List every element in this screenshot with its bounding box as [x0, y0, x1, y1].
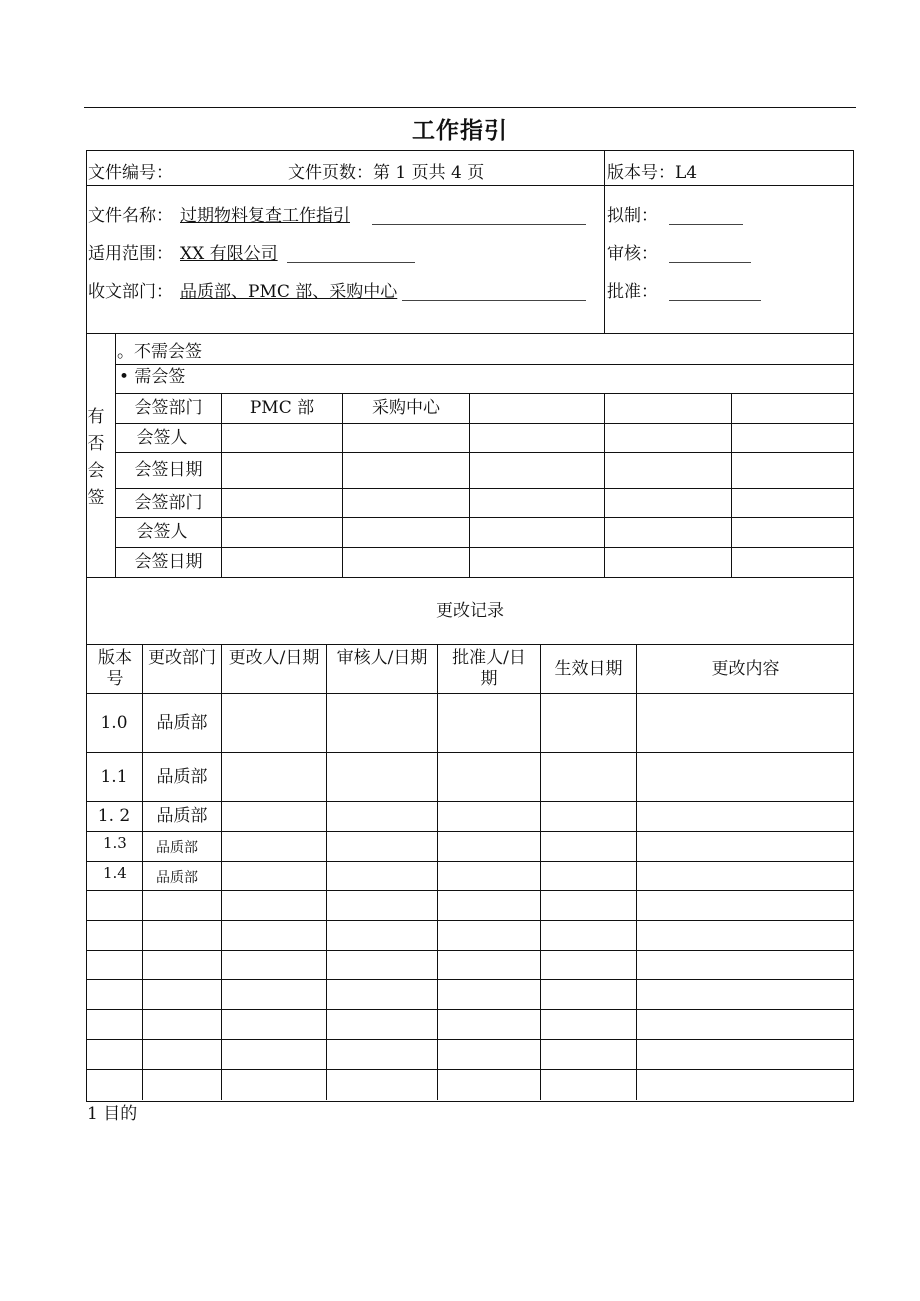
- scope-label: 适用范围：: [88, 244, 173, 264]
- cs-row-label: 会签人: [136, 522, 188, 542]
- cr-dept: 品质部: [156, 870, 198, 886]
- top-rule: [84, 107, 856, 108]
- cr-header: 更改部门: [148, 647, 216, 668]
- header-bottom: [86, 333, 854, 334]
- page-count: 文件页数：第 1 页共 4 页: [288, 163, 485, 183]
- cs-row-label: 会签日期: [134, 552, 203, 572]
- page-title: 工作指引: [412, 118, 508, 144]
- cr-row-line: [86, 861, 854, 862]
- dept-line: [402, 300, 586, 301]
- cr-header: 更改人/日期: [228, 647, 320, 668]
- cr-row-line: [86, 1039, 854, 1040]
- scope-value: XX 有限公司: [180, 244, 278, 264]
- cr-header: 审核人/日期: [336, 647, 428, 668]
- cs-cell: PMC 部: [249, 398, 315, 418]
- cr-version: 1. 2: [97, 806, 131, 826]
- cr-version: 1.4: [103, 864, 127, 882]
- option-need-countersign[interactable]: • 需会签: [119, 367, 186, 387]
- cs-side-label: [86, 404, 106, 512]
- cr-version: 1.1: [100, 766, 128, 787]
- cr-row-line: [86, 831, 854, 832]
- dept-label: 收文部门：: [88, 282, 173, 302]
- cs-vcol-5: [731, 393, 732, 577]
- cr-version: 1.3: [103, 834, 127, 852]
- cs-row-label: 会签日期: [134, 460, 203, 480]
- cr-row-line: [86, 1009, 854, 1010]
- change-record-title: 更改记录: [436, 600, 504, 621]
- cr-dept: 品质部: [156, 766, 208, 787]
- cr-vcol-5: [540, 644, 541, 1100]
- dept-value: 品质部、PMC 部、采购中心: [180, 282, 398, 302]
- cs-cell: 采购中心: [372, 398, 440, 418]
- doc-name-label: 文件名称：: [88, 206, 173, 226]
- doc-name-line: [372, 224, 586, 225]
- cs-side-char: 会: [87, 461, 105, 481]
- cr-row-line: [86, 920, 854, 921]
- cr-top: [86, 644, 854, 645]
- cr-dept: 品质部: [156, 712, 208, 733]
- draft-label: 拟制：: [607, 206, 658, 226]
- cr-vcol-3: [326, 644, 327, 1100]
- cr-row-line: [86, 1069, 854, 1070]
- review-label: 审核：: [607, 244, 658, 264]
- cs-side-char: 签: [87, 488, 105, 508]
- cr-row-line: [86, 890, 854, 891]
- draft-line: [669, 224, 743, 225]
- cs-row-label: 会签部门: [134, 492, 203, 513]
- cr-header: 批准人/日期: [452, 648, 526, 689]
- cr-vcol-6: [636, 644, 637, 1100]
- cs-side-char: 否: [87, 434, 105, 454]
- approve-label: 批准：: [607, 282, 658, 302]
- header-col-divider: [604, 150, 605, 333]
- cr-header: 版本号: [98, 648, 132, 689]
- scope-line: [287, 262, 415, 263]
- cs-side-char: 有: [87, 407, 105, 427]
- cs-line-1: [115, 364, 854, 365]
- version-label: 版本号：L4: [607, 163, 698, 183]
- approve-line: [669, 300, 761, 301]
- cs-line-7: [115, 547, 854, 548]
- cr-vcol-2: [221, 644, 222, 1100]
- cs-row-label: 会签部门: [134, 398, 203, 418]
- cr-header: 生效日期: [554, 658, 623, 679]
- header-divider: [86, 185, 854, 186]
- section-heading: 1 目的: [87, 1104, 138, 1124]
- cs-line-4: [115, 452, 854, 453]
- cr-row-line: [86, 979, 854, 980]
- doc-no-label: 文件编号：: [88, 163, 173, 183]
- option-no-countersign[interactable]: 。不需会签: [117, 342, 202, 362]
- cs-line-5: [115, 488, 854, 489]
- cs-vcol-3: [469, 393, 470, 577]
- cs-row-label: 会签人: [136, 427, 188, 448]
- cr-dept: 品质部: [156, 806, 208, 826]
- cr-version: 1.0: [100, 712, 128, 733]
- cr-vcol-4: [437, 644, 438, 1100]
- cr-dept: 品质部: [156, 840, 198, 856]
- cs-line-6: [115, 517, 854, 518]
- cr-header: 更改内容: [711, 658, 780, 679]
- review-line: [669, 262, 751, 263]
- doc-name-value: 过期物料复查工作指引: [180, 206, 350, 226]
- cs-vcol-4: [604, 393, 605, 577]
- cr-row-line: [86, 950, 854, 951]
- cs-line-3: [115, 423, 854, 424]
